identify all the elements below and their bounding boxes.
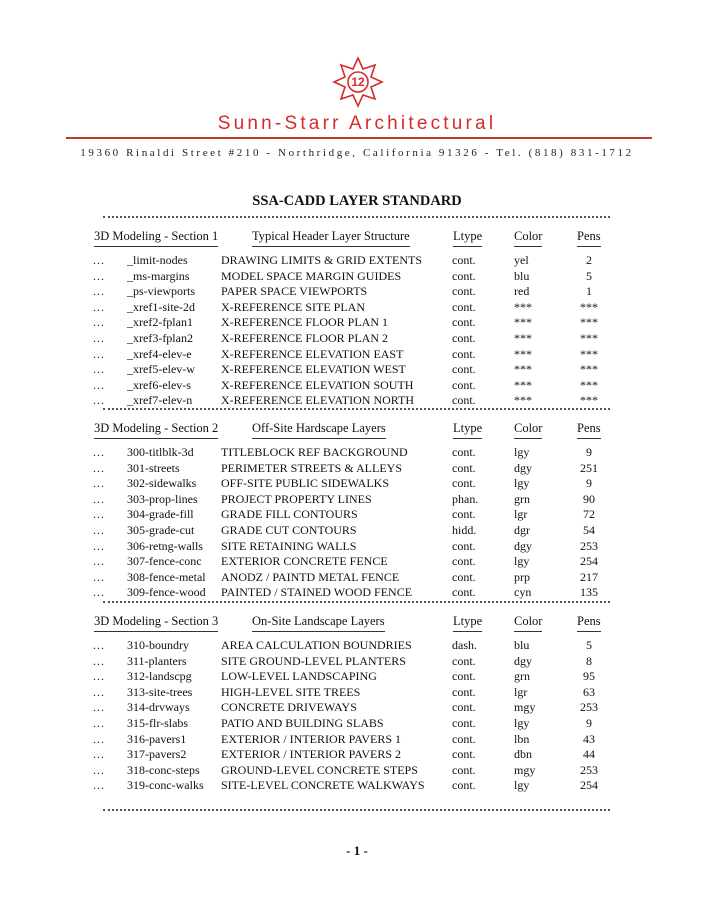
- layer-pens: 43: [583, 731, 595, 746]
- table-row: [0, 570, 714, 585]
- layer-color: dbn: [514, 747, 532, 762]
- table-row: [0, 492, 714, 507]
- layer-description: LOW-LEVEL LANDSCAPING: [221, 669, 377, 684]
- row-leader: ...: [93, 523, 105, 537]
- table-row: [0, 269, 714, 284]
- layer-description: SITE GROUND-LEVEL PLANTERS: [221, 653, 406, 668]
- layer-name: 309-fence-wood: [127, 585, 206, 600]
- layer-pens: ***: [580, 393, 598, 408]
- table-row: [0, 284, 714, 299]
- layer-ltype: cont.: [452, 268, 476, 283]
- layer-name: 308-fence-metal: [127, 569, 206, 584]
- layer-description: X-REFERENCE FLOOR PLAN 1: [221, 315, 389, 330]
- layer-pens: 44: [583, 747, 595, 762]
- layer-name: 314-drvways: [127, 700, 190, 715]
- layer-pens: 217: [580, 569, 598, 584]
- table-row: [0, 461, 714, 476]
- table-row: [0, 523, 714, 538]
- layer-ltype: cont.: [452, 507, 476, 522]
- layer-color: blu: [514, 638, 530, 652]
- layer-description: EXTERIOR / INTERIOR PAVERS 2: [221, 747, 402, 762]
- section-header: [0, 614, 714, 632]
- layer-pens: 253: [580, 538, 598, 553]
- row-leader: ...: [93, 362, 105, 377]
- table-row: [0, 253, 714, 268]
- layer-color: mgy: [514, 762, 536, 777]
- layer-color: grn: [514, 491, 530, 506]
- layer-ltype: phan.: [452, 491, 479, 506]
- table-row: [0, 315, 714, 330]
- layer-ltype: cont.: [452, 669, 476, 684]
- layer-name: _xref7-elev-n: [127, 393, 193, 408]
- layer-description: ANODZ / PAINTD METAL FENCE: [221, 569, 400, 584]
- section-divider: [103, 216, 610, 218]
- layer-name: 311-planters: [127, 653, 187, 668]
- column-header-ltype: Ltype: [453, 421, 482, 439]
- layer-name: 300-titlblk-3d: [127, 445, 194, 459]
- layer-pens: 253: [580, 700, 598, 715]
- layer-description: EXTERIOR CONCRETE FENCE: [221, 554, 388, 569]
- layer-pens: 90: [583, 491, 595, 506]
- row-leader: ...: [93, 445, 105, 459]
- table-row: [0, 507, 714, 522]
- table-row: [0, 378, 714, 393]
- layer-pens: 9: [586, 476, 592, 491]
- section-divider: [103, 601, 610, 603]
- row-leader: ...: [93, 284, 105, 299]
- layer-name: 316-pavers1: [127, 731, 187, 746]
- column-header-pens: Pens: [577, 229, 601, 247]
- svg-text:12: 12: [351, 75, 365, 89]
- row-leader: ...: [93, 569, 105, 584]
- layer-name: _xref5-elev-w: [127, 362, 195, 377]
- layer-description: OFF-SITE PUBLIC SIDEWALKS: [221, 476, 390, 491]
- layer-name: 304-grade-fill: [127, 507, 194, 522]
- layer-description: X-REFERENCE SITE PLAN: [221, 299, 365, 314]
- document-title: SSA-CADD LAYER STANDARD: [252, 193, 462, 209]
- row-leader: ...: [93, 669, 105, 684]
- layer-ltype: cont.: [452, 393, 476, 408]
- layer-color: ***: [514, 331, 532, 345]
- table-row: [0, 554, 714, 569]
- layer-color: blu: [514, 268, 530, 283]
- layer-color: ***: [514, 299, 532, 314]
- layer-name: 305-grade-cut: [127, 523, 195, 537]
- layer-color: dgy: [514, 653, 532, 668]
- column-header-ltype: Ltype: [453, 614, 482, 632]
- layer-pens: 63: [583, 684, 595, 699]
- layer-ltype: cont.: [452, 554, 476, 569]
- layer-pens: 135: [580, 585, 598, 600]
- layer-description: X-REFERENCE ELEVATION NORTH: [221, 393, 415, 408]
- layer-name: _ms-margins: [127, 268, 190, 283]
- section-description: Off-Site Hardscape Layers: [252, 421, 386, 439]
- table-row: [0, 654, 714, 669]
- layer-pens: 254: [580, 778, 598, 793]
- layer-ltype: cont.: [452, 778, 476, 793]
- row-leader: ...: [93, 393, 105, 408]
- row-leader: ...: [93, 747, 105, 762]
- layer-description: PATIO AND BUILDING SLABS: [221, 716, 384, 730]
- layer-ltype: cont.: [452, 716, 476, 730]
- layer-description: X-REFERENCE ELEVATION WEST: [221, 362, 406, 377]
- layer-name: _ps-viewports: [127, 284, 195, 299]
- layer-name: 319-conc-walks: [127, 778, 204, 793]
- layer-color: dgy: [514, 538, 532, 553]
- layer-color: lbn: [514, 731, 530, 746]
- layer-description: GROUND-LEVEL CONCRETE STEPS: [221, 762, 418, 777]
- layer-ltype: cont.: [452, 315, 476, 330]
- section-header: [0, 229, 714, 247]
- layer-color: lgy: [514, 554, 530, 569]
- page-number: - 1 -: [346, 843, 368, 858]
- layer-name: _xref3-fplan2: [127, 331, 193, 345]
- table-row: [0, 778, 714, 793]
- layer-pens: ***: [580, 377, 598, 392]
- layer-name: 303-prop-lines: [127, 491, 198, 506]
- column-header-ltype: Ltype: [453, 229, 482, 247]
- company-address: 19360 Rinaldi Street #210 - Northridge, California 91326 - Tel. (818) 831-1712: [80, 147, 634, 159]
- table-row: [0, 638, 714, 653]
- layer-description: PAPER SPACE VIEWPORTS: [221, 284, 368, 299]
- layer-name: 315-flr-slabs: [127, 716, 189, 730]
- layer-ltype: cont.: [452, 253, 476, 267]
- layer-ltype: cont.: [452, 569, 476, 584]
- layer-ltype: cont.: [452, 762, 476, 777]
- row-leader: ...: [93, 346, 105, 361]
- layer-color: lgy: [514, 476, 530, 491]
- table-row: [0, 393, 714, 408]
- section-label: 3D Modeling - Section 1: [94, 229, 218, 247]
- layer-pens: ***: [580, 362, 598, 377]
- layer-ltype: cont.: [452, 362, 476, 377]
- layer-ltype: cont.: [452, 284, 476, 299]
- layer-description: GRADE CUT CONTOURS: [221, 523, 357, 537]
- row-leader: ...: [93, 700, 105, 715]
- layer-pens: ***: [580, 299, 598, 314]
- row-leader: ...: [93, 315, 105, 330]
- row-leader: ...: [93, 299, 105, 314]
- layer-pens: 8: [586, 653, 592, 668]
- layer-pens: 9: [586, 716, 592, 730]
- layer-pens: ***: [580, 315, 598, 330]
- layer-description: PAINTED / STAINED WOOD FENCE: [221, 585, 413, 600]
- layer-name: 301-streets: [127, 460, 180, 475]
- layer-ltype: cont.: [452, 731, 476, 746]
- table-row: [0, 445, 714, 460]
- row-leader: ...: [93, 377, 105, 392]
- column-header-pens: Pens: [577, 614, 601, 632]
- header-rule: [66, 137, 652, 139]
- layer-ltype: cont.: [452, 585, 476, 600]
- row-leader: ...: [93, 716, 105, 730]
- row-leader: ...: [93, 684, 105, 699]
- column-header-pens: Pens: [577, 421, 601, 439]
- row-leader: ...: [93, 585, 105, 600]
- table-row: [0, 331, 714, 346]
- layer-ltype: cont.: [452, 460, 476, 475]
- layer-color: prp: [514, 569, 530, 584]
- layer-color: dgr: [514, 523, 530, 537]
- layer-name: _xref4-elev-e: [127, 346, 192, 361]
- layer-name: 302-sidewalks: [127, 476, 197, 491]
- layer-color: mgy: [514, 700, 536, 715]
- layer-color: lgr: [514, 684, 528, 699]
- layer-color: ***: [514, 315, 532, 330]
- layer-color: dgy: [514, 460, 532, 475]
- layer-color: ***: [514, 346, 532, 361]
- layer-name: 317-pavers2: [127, 747, 187, 762]
- layer-color: ***: [514, 393, 532, 408]
- section-description: Typical Header Layer Structure: [252, 229, 410, 247]
- table-row: [0, 476, 714, 491]
- layer-pens: 5: [586, 268, 592, 283]
- layer-name: _limit-nodes: [127, 253, 188, 267]
- layer-description: X-REFERENCE ELEVATION SOUTH: [221, 377, 414, 392]
- layer-pens: 254: [580, 554, 598, 569]
- row-leader: ...: [93, 731, 105, 746]
- table-row: [0, 539, 714, 554]
- table-row: [0, 732, 714, 747]
- layer-name: 312-landscpg: [127, 669, 192, 684]
- row-leader: ...: [93, 653, 105, 668]
- layer-name: _xref6-elev-s: [127, 377, 191, 392]
- layer-ltype: cont.: [452, 700, 476, 715]
- row-leader: ...: [93, 491, 105, 506]
- layer-description: MODEL SPACE MARGIN GUIDES: [221, 268, 402, 283]
- layer-name: _xref1-site-2d: [127, 299, 195, 314]
- layer-description: DRAWING LIMITS & GRID EXTENTS: [221, 253, 423, 267]
- company-logo: [332, 56, 384, 108]
- layer-pens: 5: [586, 638, 592, 652]
- layer-name: _xref2-fplan1: [127, 315, 193, 330]
- layer-color: lgr: [514, 507, 528, 522]
- layer-description: X-REFERENCE FLOOR PLAN 2: [221, 331, 389, 345]
- layer-color: cyn: [514, 585, 532, 600]
- layer-ltype: cont.: [452, 684, 476, 699]
- layer-description: EXTERIOR / INTERIOR PAVERS 1: [221, 731, 402, 746]
- layer-ltype: cont.: [452, 538, 476, 553]
- layer-ltype: cont.: [452, 653, 476, 668]
- layer-description: HIGH-LEVEL SITE TREES: [221, 684, 361, 699]
- layer-pens: 9: [586, 445, 592, 459]
- table-row: [0, 716, 714, 731]
- column-header-color: Color: [514, 614, 542, 632]
- layer-ltype: cont.: [452, 299, 476, 314]
- layer-ltype: cont.: [452, 476, 476, 491]
- layer-pens: ***: [580, 331, 598, 345]
- row-leader: ...: [93, 331, 105, 345]
- layer-pens: 251: [580, 460, 598, 475]
- table-row: [0, 747, 714, 762]
- table-end-divider: [103, 809, 610, 811]
- layer-name: 318-conc-steps: [127, 762, 200, 777]
- layer-pens: 54: [583, 523, 595, 537]
- row-leader: ...: [93, 762, 105, 777]
- layer-color: red: [514, 284, 530, 299]
- table-row: [0, 700, 714, 715]
- table-row: [0, 669, 714, 684]
- layer-color: ***: [514, 362, 532, 377]
- layer-pens: 2: [586, 253, 592, 267]
- layer-description: SITE-LEVEL CONCRETE WALKWAYS: [221, 778, 425, 793]
- layer-pens: ***: [580, 346, 598, 361]
- layer-description: PERIMETER STREETS & ALLEYS: [221, 460, 403, 475]
- layer-description: GRADE FILL CONTOURS: [221, 507, 358, 522]
- row-leader: ...: [93, 778, 105, 793]
- row-leader: ...: [93, 554, 105, 569]
- layer-pens: 95: [583, 669, 595, 684]
- column-header-color: Color: [514, 229, 542, 247]
- row-leader: ...: [93, 538, 105, 553]
- table-row: [0, 300, 714, 315]
- layer-color: ***: [514, 377, 532, 392]
- table-row: [0, 347, 714, 362]
- layer-description: CONCRETE DRIVEWAYS: [221, 700, 357, 715]
- table-row: [0, 362, 714, 377]
- layer-name: 310-boundry: [127, 638, 189, 652]
- layer-description: PROJECT PROPERTY LINES: [221, 491, 372, 506]
- layer-description: SITE RETAINING WALLS: [221, 538, 357, 553]
- row-leader: ...: [93, 638, 105, 652]
- row-leader: ...: [93, 476, 105, 491]
- layer-description: X-REFERENCE ELEVATION EAST: [221, 346, 404, 361]
- layer-description: AREA CALCULATION BOUNDRIES: [221, 638, 412, 652]
- row-leader: ...: [93, 253, 105, 267]
- table-row: [0, 585, 714, 600]
- column-header-color: Color: [514, 421, 542, 439]
- layer-ltype: cont.: [452, 445, 476, 459]
- layer-name: 307-fence-conc: [127, 554, 202, 569]
- layer-ltype: hidd.: [452, 523, 477, 537]
- layer-name: 313-site-trees: [127, 684, 193, 699]
- section-description: On-Site Landscape Layers: [252, 614, 385, 632]
- section-divider: [103, 408, 610, 410]
- layer-ltype: cont.: [452, 377, 476, 392]
- layer-pens: 72: [583, 507, 595, 522]
- layer-pens: 1: [586, 284, 592, 299]
- row-leader: ...: [93, 460, 105, 475]
- layer-color: yel: [514, 253, 529, 267]
- layer-pens: 253: [580, 762, 598, 777]
- table-row: [0, 763, 714, 778]
- section-header: [0, 421, 714, 439]
- layer-ltype: cont.: [452, 747, 476, 762]
- layer-ltype: dash.: [452, 638, 477, 652]
- table-row: [0, 685, 714, 700]
- section-label: 3D Modeling - Section 3: [94, 614, 218, 632]
- layer-color: grn: [514, 669, 530, 684]
- row-leader: ...: [93, 268, 105, 283]
- layer-ltype: cont.: [452, 346, 476, 361]
- layer-color: lgy: [514, 778, 530, 793]
- layer-color: lgy: [514, 445, 530, 459]
- layer-ltype: cont.: [452, 331, 476, 345]
- layer-name: 306-retng-walls: [127, 538, 203, 553]
- company-name: Sunn-Starr Architectural: [217, 113, 497, 134]
- layer-color: lgy: [514, 716, 530, 730]
- row-leader: ...: [93, 507, 105, 522]
- layer-description: TITLEBLOCK REF BACKGROUND: [221, 445, 408, 459]
- section-label: 3D Modeling - Section 2: [94, 421, 218, 439]
